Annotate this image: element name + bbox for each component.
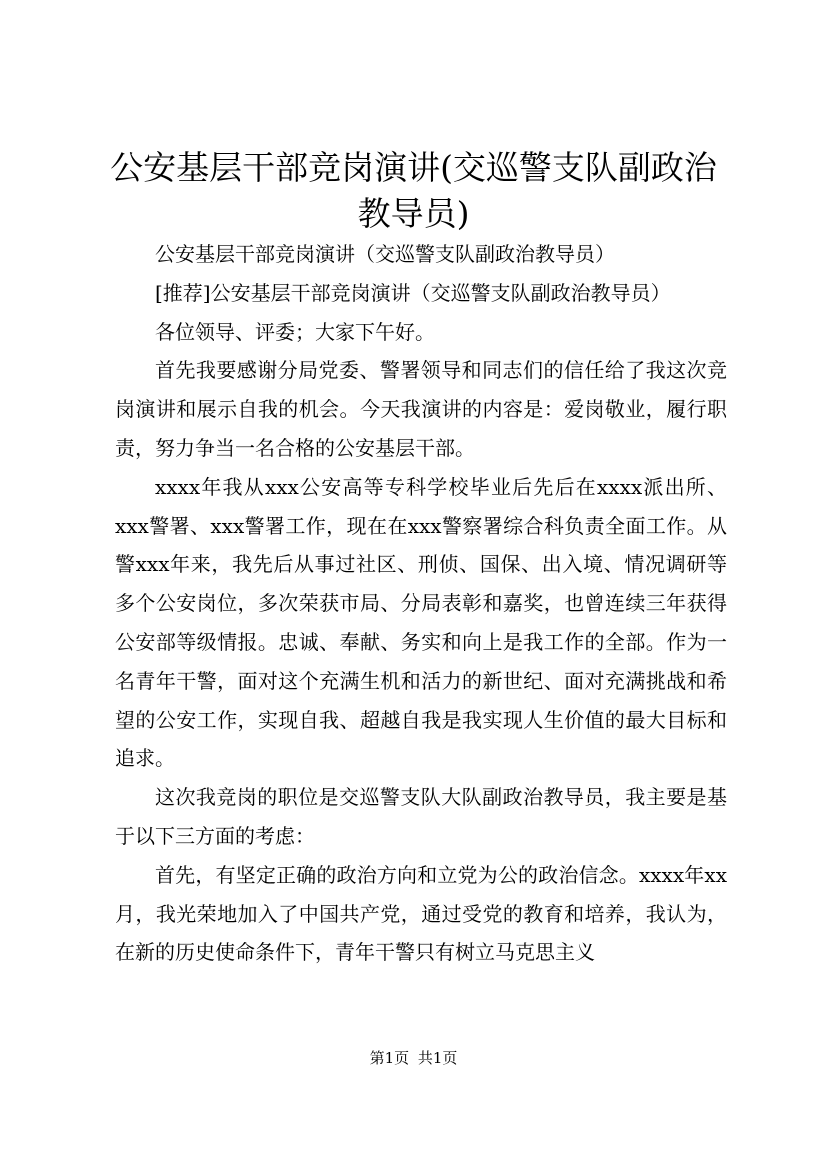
document-body: [115, 235, 727, 972]
paragraph: [推荐]公安基层干部竞岗演讲（交巡警支队副政治教导员）: [155, 280, 671, 305]
paragraph: 首先，有坚定正确的政治方向和立党为公的政治信念。xxxx年xx月，我光荣地加入了中国共产党，通过受党的教育和培养，我认为，在新的历史使命条件下，青年干警只有树立马克思主义: [115, 862, 727, 965]
paragraph: 各位领导、评委；大家下午好。: [155, 319, 435, 344]
paragraph: 这次我竞岗的职位是交巡警支队大队副政治教导员，我主要是基于以下三方面的考虑：: [115, 785, 727, 848]
paragraph: 公安基层干部竞岗演讲（交巡警支队副政治教导员）: [155, 242, 615, 266]
paragraph: 首先我要感谢分局党委、警署领导和同志们的信任给了我这次竞岗演讲和展示自我的机会。今天我演讲的内容是：爱岗敬业，履行职责，努力争当一名合格的公安基层干部。: [115, 358, 727, 460]
page-number: 第1页: [369, 1049, 410, 1067]
document-title: 公安基层干部竞岗演讲(交巡警支队副政治教导员): [110, 148, 717, 233]
page-footer: [0, 1048, 827, 1068]
page-total: 共1页: [417, 1049, 458, 1067]
paragraph: xxxx年我从xxx公安高等专科学校毕业后先后在xxxx派出所、xxx警署、xxx警署工作，现在在xxx警察署综合科负责全面工作。从警xxx年来，我先后从事过社区、刑侦、国保、出入境、情况调研等多个公安岗位，多次荣获市局、分局表彰和嘉奖，也曾连续三年获得公安部等级情报。忠诚、奉献、务实和向上是我工作的全部。作为一名青年干警，面对这个充满生机和活力的新世纪、面对充满挑战和希望的公安工作，实现自我、超越自我是我实现人生价值的最大目标和追求。: [115, 474, 727, 771]
